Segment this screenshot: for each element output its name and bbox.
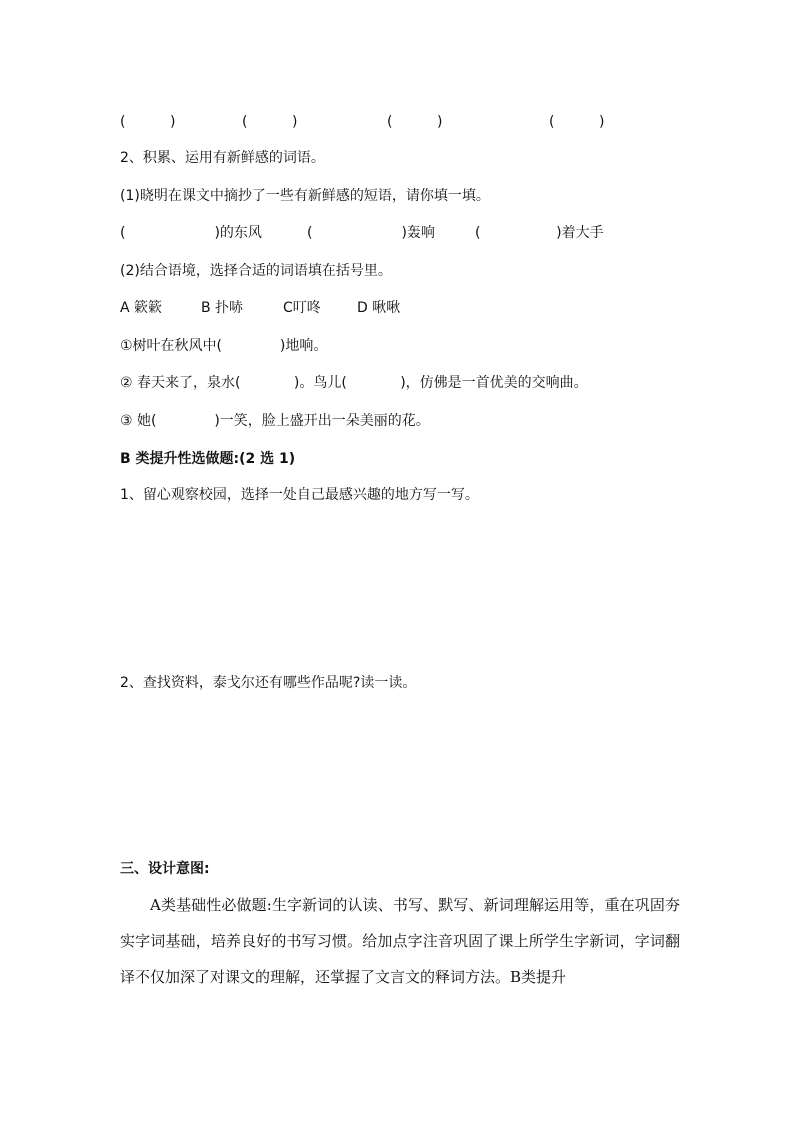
question-2-part-2: (2)结合语境，选择合适的词语填在括号里。	[120, 263, 392, 279]
option-b: B 扑哧	[201, 300, 244, 316]
answer-blank-2[interactable]: ( )	[242, 114, 298, 130]
question-2-part-1: (1)晓明在课文中摘抄了一些有新鲜感的短语，请你填一填。	[120, 188, 490, 204]
question-2-title: 2、积累、运用有新鲜感的词语。	[120, 150, 325, 166]
sentence-2: ② 春天来了，泉水( )。鸟儿( )，仿佛是一首优美的交响曲。	[120, 375, 588, 391]
section-b-heading: B 类提升性选做题:(2 选 1)	[120, 451, 296, 467]
answer-blank-1[interactable]: ( )	[120, 114, 176, 130]
phrase-blank-wind[interactable]: ( )的东风	[120, 225, 262, 241]
phrase-blank-roar[interactable]: ( )轰响	[307, 225, 435, 241]
option-c: C叮咚	[283, 300, 321, 316]
optional-question-2: 2、查找资料，泰戈尔还有哪些作品呢?读一读。	[120, 675, 417, 691]
design-intent-text: A类基础性必做题:生字新词的认读、书写、默写、新词理解运用等，重在巩固夯实字词基础，培养良好的书写习惯。给加点字注音巩固了课上所学生字新词，字词翻译不仅加深了对课文的理解，还掌握了文言文的释词方法。B类提升	[120, 896, 680, 986]
optional-question-1: 1、留心观察校园，选择一处自己最感兴趣的地方写一写。	[120, 487, 479, 503]
section-3-heading: 三、设计意图:	[120, 861, 210, 877]
option-d: D 啾啾	[357, 300, 401, 316]
phrase-blank-hands[interactable]: ( )着大手	[475, 225, 604, 241]
sentence-3: ③ 她( )一笑，脸上盛开出一朵美丽的花。	[120, 413, 430, 429]
sentence-1: ①树叶在秋风中( )地响。	[120, 338, 328, 354]
option-a: A 簌簌	[120, 300, 163, 316]
design-intent-paragraph	[120, 887, 680, 995]
answer-blank-3[interactable]: ( )	[387, 114, 443, 130]
answer-blank-4[interactable]: ( )	[549, 114, 605, 130]
